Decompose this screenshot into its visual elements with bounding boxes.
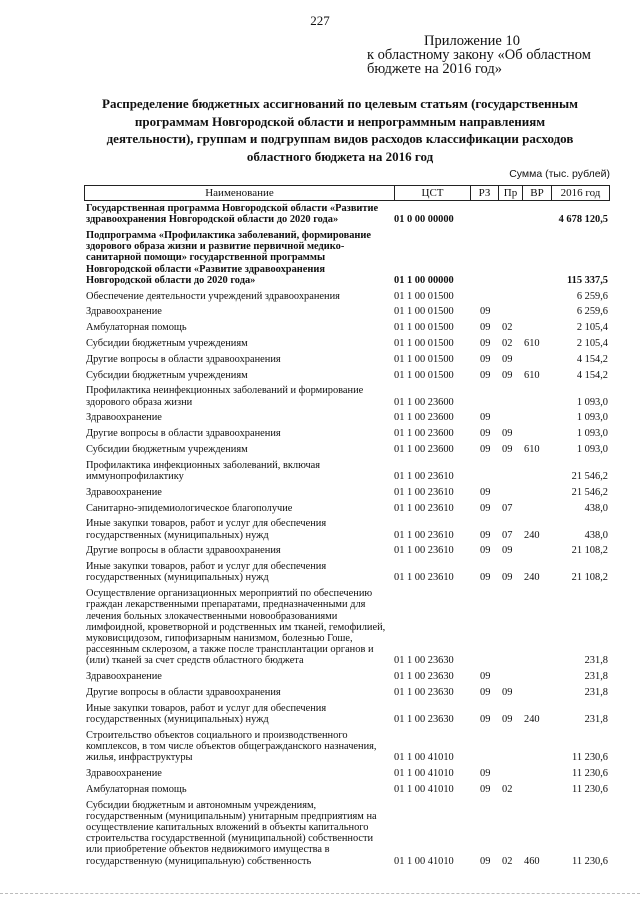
row-sum: 115 337,5: [567, 274, 608, 286]
row-cst: 01 1 00 23630: [394, 713, 454, 725]
row-pr: 09: [502, 428, 513, 440]
table-row: [86, 730, 610, 764]
header-sum: 2016 год: [551, 186, 609, 200]
row-rz: 09: [480, 443, 491, 455]
row-sum: 2 105,4: [576, 322, 608, 334]
row-sum: 1 093,0: [576, 412, 608, 424]
row-vr: 610: [524, 338, 540, 349]
row-sum: 6 259,6: [576, 290, 608, 302]
table-header: [84, 185, 610, 201]
row-name: Подпрограмма «Профилактика заболеваний, формирование здорового образа жизни и развитие первичной медико-санитарной помощи» государственной программы Новгородской области «Развитие здравоохранения Новгородской области до 2020 года»: [86, 230, 371, 286]
table-row: [86, 671, 610, 682]
row-cst: 01 1 00 23610: [394, 529, 454, 541]
table-row: [86, 306, 610, 317]
table-row: [86, 428, 610, 439]
appendix-line-1: Приложение 10: [424, 33, 520, 49]
table-row: [86, 412, 610, 423]
row-name: Здравоохранение: [86, 671, 162, 683]
row-name: Субсидии бюджетным учреждениям: [86, 443, 248, 455]
row-name: Здравоохранение: [86, 306, 162, 318]
row-pr: 07: [502, 502, 513, 514]
row-cst: 01 1 00 23600: [394, 396, 454, 408]
row-rz: 09: [480, 529, 491, 541]
document-title: Распределение бюджетных ассигнований по целевым статьям (государственным программам Новгородской области и непрограммным направлениям деятельности), группам и подгруппам видов расходов классификации расходов областного бюджета на 2016 год: [102, 96, 578, 164]
row-sum: 11 230,6: [572, 767, 608, 779]
row-sum: 4 154,2: [576, 369, 608, 381]
row-rz: 09: [480, 353, 491, 365]
row-sum: 21 108,2: [571, 572, 608, 584]
row-sum: 1 093,0: [576, 396, 608, 408]
page-number: 227: [310, 13, 330, 28]
row-rz: 09: [480, 767, 491, 779]
row-pr: 07: [502, 529, 513, 541]
row-cst: 01 1 00 41010: [394, 855, 454, 867]
row-rz: 09: [480, 855, 491, 867]
row-pr: 09: [502, 353, 513, 365]
table-row: [86, 230, 610, 286]
row-sum: 6 259,6: [576, 306, 608, 318]
row-name: Здравоохранение: [86, 486, 162, 498]
row-sum: 231,8: [584, 686, 608, 698]
row-sum: 231,8: [584, 713, 608, 725]
row-name: Другие вопросы в области здравоохранения: [86, 686, 281, 698]
header-cst: ЦСТ: [394, 186, 470, 200]
row-cst: 01 1 00 23610: [394, 502, 454, 514]
page-bottom-edge: [0, 893, 640, 894]
row-cst: 01 1 00 23630: [394, 655, 454, 667]
table-row: [86, 203, 610, 225]
row-cst: 01 1 00 23600: [394, 443, 454, 455]
row-sum: 21 546,2: [571, 470, 608, 482]
row-sum: 11 230,6: [572, 783, 608, 795]
row-rz: 09: [480, 306, 491, 318]
row-rz: 09: [480, 713, 491, 725]
row-name: Субсидии бюджетным и автономным учреждениям, государственным (муниципальным) унитарным предприятиям на осуществление капитальных вложений в объекты капитального строительства государственной (муниципальной) собственности или приобретение объектов недвижимого имущества в государственную (муниципальную) собственность: [86, 799, 377, 867]
row-name: Иные закупки товаров, работ и услуг для обеспечения государственных (муниципальных) нужд: [86, 561, 327, 584]
row-cst: 01 1 00 23630: [394, 686, 454, 698]
row-pr: 02: [502, 322, 513, 334]
table-row: [86, 561, 610, 583]
table-row: [86, 503, 610, 514]
row-name: Другие вопросы в области здравоохранения: [86, 428, 281, 440]
table-row: [86, 460, 610, 482]
row-rz: 09: [480, 783, 491, 795]
row-name: Санитарно-эпидемиологическое благополучие: [86, 502, 293, 514]
row-rz: 09: [480, 428, 491, 440]
row-sum: 11 230,6: [572, 855, 608, 867]
row-sum: 21 108,2: [571, 545, 608, 557]
appendix-note: [367, 34, 591, 76]
row-sum: 438,0: [584, 529, 608, 541]
row-sum: 231,8: [584, 655, 608, 667]
row-cst: 01 1 00 23600: [394, 428, 454, 440]
row-rz: 09: [480, 572, 491, 584]
row-rz: 09: [480, 686, 491, 698]
row-sum: 231,8: [584, 671, 608, 683]
header-vr: ВР: [522, 186, 551, 200]
row-name: Иные закупки товаров, работ и услуг для обеспечения государственных (муниципальных) нужд: [86, 702, 327, 725]
row-pr: 09: [502, 686, 513, 698]
row-sum: 1 093,0: [576, 428, 608, 440]
row-name: Здравоохранение: [86, 412, 162, 424]
table-body: [86, 203, 610, 871]
row-vr: 240: [524, 529, 540, 541]
row-cst: 01 1 00 01500: [394, 353, 454, 365]
row-name: Строительство объектов социального и производственного комплексов, в том числе объектов общегражданского назначения, жилья, инфраструктуры: [86, 729, 377, 764]
row-vr: 610: [524, 443, 540, 455]
row-name: Обеспечение деятельности учреждений здравоохранения: [86, 290, 340, 302]
row-cst: 01 1 00 23610: [394, 572, 454, 584]
header-pr: Пр: [498, 186, 522, 200]
row-rz: 09: [480, 369, 491, 381]
row-rz: 09: [480, 486, 491, 498]
row-vr: 240: [524, 572, 540, 584]
row-cst: 01 1 00 23630: [394, 671, 454, 683]
table-row: [86, 385, 610, 407]
row-pr: 09: [502, 713, 513, 725]
row-name: Осуществление организационных мероприятий по обеспечению граждан лекарственными препаратами, предназначенными для лечения больных злокачественными новообразованиями лимфоидной, кроветворной и родственных им тканей, гемофилией, муковисцидозом, гипофизарным нанизмом, болезнью Гоше, рассеянным склерозом, а также после трансплантации органов и (или) тканей за счет средств областного бюджета: [86, 588, 386, 667]
row-pr: 09: [502, 572, 513, 584]
row-sum: 1 093,0: [576, 443, 608, 455]
table-row: [86, 545, 610, 556]
row-rz: 09: [480, 338, 491, 349]
row-name: Государственная программа Новгородской области «Развитие здравоохранения Новгородской области до 2020 года»: [86, 203, 379, 226]
table-row: [86, 518, 610, 540]
row-sum: 4 154,2: [576, 353, 608, 365]
row-cst: 01 1 00 00000: [394, 274, 454, 286]
row-cst: 01 1 00 01500: [394, 322, 454, 334]
row-name: Здравоохранение: [86, 767, 162, 779]
table-row: [86, 338, 610, 349]
table-row: [86, 487, 610, 498]
row-name: Другие вопросы в области здравоохранения: [86, 545, 281, 557]
row-pr: 02: [502, 338, 513, 349]
row-name: Субсидии бюджетным учреждениям: [86, 338, 248, 349]
row-cst: 01 1 00 01500: [394, 369, 454, 381]
row-cst: 01 1 00 23610: [394, 545, 454, 557]
row-vr: 460: [524, 855, 540, 867]
table-row: [86, 768, 610, 779]
row-rz: 09: [480, 412, 491, 424]
row-pr: 02: [502, 855, 513, 867]
row-name: Иные закупки товаров, работ и услуг для обеспечения государственных (муниципальных) нужд: [86, 518, 327, 541]
row-pr: 09: [502, 369, 513, 381]
row-pr: 09: [502, 443, 513, 455]
row-cst: 01 1 00 01500: [394, 290, 454, 302]
row-name: Профилактика инфекционных заболеваний, включая иммунопрофилактику: [86, 459, 321, 482]
row-cst: 01 1 00 01500: [394, 338, 454, 349]
table-row: [86, 703, 610, 725]
table-row: [86, 354, 610, 365]
table-row: [86, 444, 610, 455]
row-name: Профилактика неинфекционных заболеваний и формирование здорового образа жизни: [86, 385, 364, 408]
row-vr: 240: [524, 713, 540, 725]
row-rz: 09: [480, 671, 491, 683]
row-cst: 01 1 00 23600: [394, 412, 454, 424]
row-rz: 09: [480, 545, 491, 557]
row-vr: 610: [524, 369, 540, 381]
row-name: Другие вопросы в области здравоохранения: [86, 353, 281, 365]
row-cst: 01 1 00 41010: [394, 783, 454, 795]
row-cst: 01 0 00 00000: [394, 214, 454, 226]
row-rz: 09: [480, 322, 491, 334]
appendix-line-3: бюджете на 2016 год»: [367, 61, 503, 77]
table-row: [86, 687, 610, 698]
row-sum: 438,0: [584, 502, 608, 514]
row-cst: 01 1 00 41010: [394, 752, 454, 764]
units-label: Сумма (тыс. рублей): [509, 168, 610, 180]
table-row: [86, 291, 610, 302]
row-sum: 21 546,2: [571, 486, 608, 498]
table-row: [86, 322, 610, 333]
row-name: Субсидии бюджетным учреждениям: [86, 369, 248, 381]
appendix-line-2: к областному закону «Об областном: [367, 47, 591, 63]
row-cst: 01 1 00 41010: [394, 767, 454, 779]
row-sum: 11 230,6: [572, 752, 608, 764]
row-name: Амбулаторная помощь: [86, 322, 187, 334]
row-rz: 09: [480, 502, 491, 514]
row-cst: 01 1 00 23610: [394, 470, 454, 482]
row-pr: 02: [502, 783, 513, 795]
row-sum: 2 105,4: [576, 338, 608, 349]
row-name: Амбулаторная помощь: [86, 783, 187, 795]
header-rz: РЗ: [470, 186, 498, 200]
header-name: Наименование: [205, 187, 274, 199]
row-cst: 01 1 00 23610: [394, 486, 454, 498]
row-sum: 4 678 120,5: [558, 214, 608, 226]
table-row: [86, 800, 610, 867]
table-row: [86, 370, 610, 381]
table-row: [86, 588, 610, 666]
table-row: [86, 784, 610, 795]
row-cst: 01 1 00 01500: [394, 306, 454, 318]
row-pr: 09: [502, 545, 513, 557]
